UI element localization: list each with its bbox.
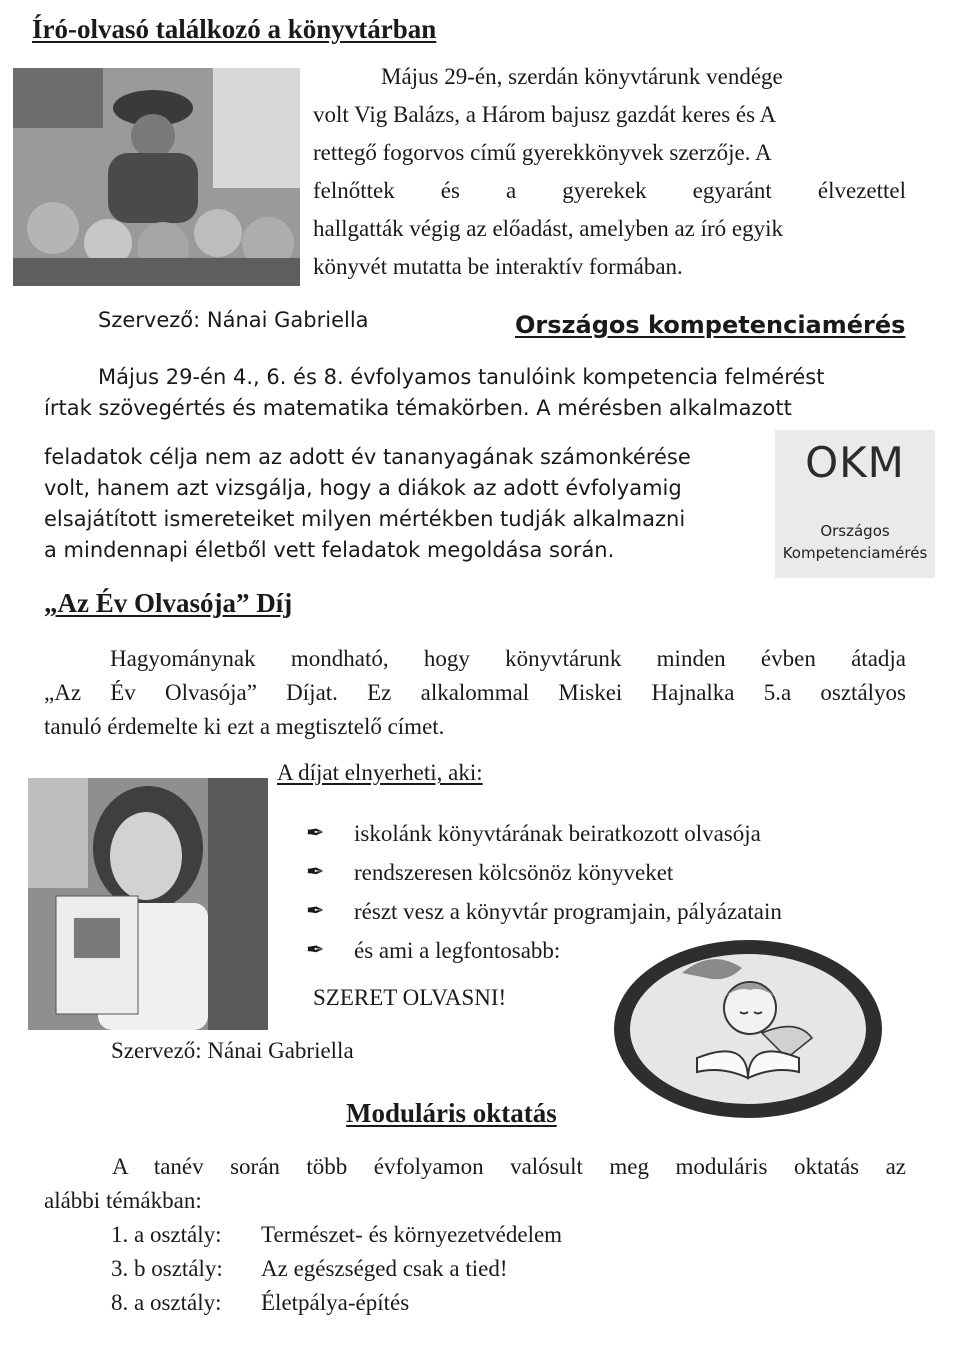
article2-body xyxy=(44,442,756,566)
article1-line: hallgatták végig az előadást, amelyben az író egyik xyxy=(313,216,784,241)
article1-body xyxy=(313,58,906,286)
article3-title: „Az Év Olvasója” Díj xyxy=(44,588,293,618)
pen-bullet-icon: ✒ xyxy=(306,899,325,924)
module-item xyxy=(111,1218,562,1252)
article1-line: könyvét mutatta be interaktív formában. xyxy=(313,254,683,279)
article2-line: a mindennapi életből vett feladatok megoldása során. xyxy=(44,538,615,562)
okm-logo-line1: Országos xyxy=(820,522,890,540)
motto: SZERET OLVASNI! xyxy=(313,985,507,1010)
criteria-title: A díjat elnyerheti, aki: xyxy=(277,760,483,785)
article3-line: „Az Év Olvasója” Díjat. Ez alkalommal Miskei Hajnalka 5.a osztályos xyxy=(44,680,906,705)
criteria-item xyxy=(306,853,782,892)
article2-title: Országos kompetenciamérés xyxy=(515,311,906,339)
okm-logo xyxy=(775,430,935,578)
okm-logo-mark: OKM xyxy=(805,438,905,487)
criteria-item xyxy=(306,814,782,853)
article1-title: Író-olvasó találkozó a könyvtárban xyxy=(32,14,437,44)
article1-organizer: Szervező: Nánai Gabriella xyxy=(98,308,369,332)
article3-line: tanuló érdemelte ki ezt a megtisztelő címet. xyxy=(44,714,445,739)
module-topic: Természet- és környezetvédelem xyxy=(261,1222,563,1247)
article2-line: volt, hanem azt vizsgálja, hogy a diákok az adott évfolyamig xyxy=(44,476,682,500)
article4-line: A tanév során több évfolyamon valósult meg moduláris oktatás az xyxy=(112,1154,906,1179)
article2-intro xyxy=(44,362,920,424)
article2-line: írtak szövegértés és matematika témakörben. A mérésben alkalmazott xyxy=(44,396,792,420)
article2-line: feladatok célja nem az adott év tananyagának számonkérése xyxy=(44,445,691,469)
article3-body xyxy=(44,642,906,744)
article1-line: rettegő fogorvos című gyerekkönyvek szerzője. A xyxy=(313,140,772,165)
module-class: 1. a osztály: xyxy=(111,1222,222,1247)
article3-organizer-text: Szervező: Nánai Gabriella xyxy=(111,1038,354,1063)
pen-bullet-icon: ✒ xyxy=(306,938,325,963)
article3-line: Hagyománynak mondható, hogy könyvtárunk minden évben átadja xyxy=(110,646,906,671)
criteria-text: és ami a legfontosabb: xyxy=(354,938,561,963)
article4-line: alábbi témákban: xyxy=(44,1188,202,1213)
module-list xyxy=(111,1218,562,1320)
module-class: 3. b osztály: xyxy=(111,1256,223,1281)
article1-line: volt Vig Balázs, a Három bajusz gazdát keres és A xyxy=(313,102,777,127)
author-visit-photo xyxy=(13,68,300,286)
article1-line: felnőttek és a gyerekek egyaránt élvezettel xyxy=(313,178,906,203)
module-topic: Az egészséged csak a tied! xyxy=(261,1256,508,1281)
pen-bullet-icon: ✒ xyxy=(306,860,325,885)
pen-bullet-icon: ✒ xyxy=(306,821,325,846)
article3-organizer xyxy=(111,1038,354,1064)
reading-girl-illustration xyxy=(612,938,884,1120)
criteria-text: részt vesz a könyvtár programjain, pályázatain xyxy=(354,899,782,924)
criteria-text: rendszeresen kölcsönöz könyveket xyxy=(354,860,674,885)
module-topic: Életpálya-építés xyxy=(261,1290,410,1315)
article2-line: elsajátított ismereteiket milyen mértékben tudják alkalmazni xyxy=(44,507,686,531)
module-item xyxy=(111,1286,562,1320)
criteria-item xyxy=(306,892,782,931)
award-winner-photo xyxy=(28,778,268,1030)
criteria-text: iskolánk könyvtárának beiratkozott olvasója xyxy=(354,821,761,846)
okm-logo-line2: Kompetenciamérés xyxy=(782,544,928,562)
article4-title: Moduláris oktatás xyxy=(346,1098,557,1128)
module-class: 8. a osztály: xyxy=(111,1290,222,1315)
article1-line: Május 29-én, szerdán könyvtárunk vendége xyxy=(381,64,783,89)
article4-body xyxy=(44,1150,906,1218)
module-item xyxy=(111,1252,562,1286)
article2-line: Május 29-én 4., 6. és 8. évfolyamos tanulóink kompetencia felmérést xyxy=(98,365,825,389)
